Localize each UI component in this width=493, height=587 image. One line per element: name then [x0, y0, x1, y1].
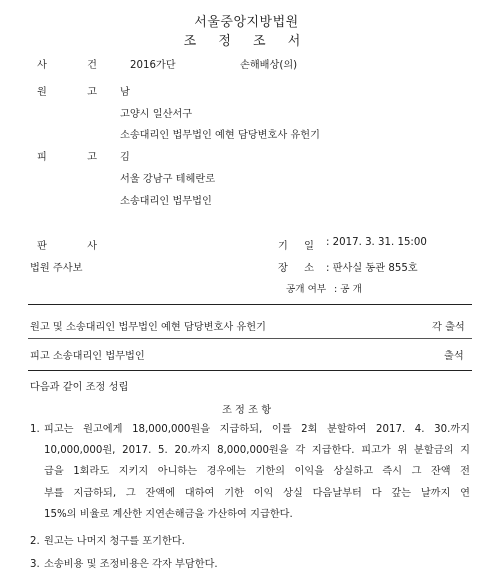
- defendant-label: 피 고: [37, 152, 97, 163]
- plaintiff-label: 원 고: [37, 87, 97, 98]
- clauses-title: 조 정 조 항: [221, 405, 272, 416]
- public-value: : 공 개: [334, 284, 362, 295]
- clause-2: [30, 531, 470, 552]
- divider: [28, 370, 472, 371]
- clause-number: 3.: [30, 559, 40, 570]
- case-number: 2016가단: [130, 60, 176, 71]
- place-value: : 판사실 동관 855호: [326, 263, 418, 274]
- document-title: 조 정 조 서: [183, 34, 310, 49]
- clerk-label: 법원 주사보: [30, 263, 83, 274]
- appearance-party-1: 원고 및 소송대리인 법무법인 예현 담당변호사 유헌기: [30, 322, 266, 333]
- clause-line: 원고는 나머지 청구를 포기한다.: [44, 536, 185, 547]
- appearance-status-2: 출석: [444, 351, 464, 362]
- plaintiff-representative: 소송대리인 법무법인 예현 담당변호사 유헌기: [120, 130, 320, 141]
- clause-1: [30, 419, 470, 525]
- clause-3: [30, 554, 470, 575]
- defendant-name: 김: [120, 152, 130, 163]
- clause-line: 부를 지급하되, 그 잔액에 대하여 기한 이익 상실 다음날부터 다 갚는 날까지 연: [44, 487, 470, 499]
- clause-number: 1.: [30, 424, 40, 435]
- case-name: 손해배상(의): [240, 60, 298, 71]
- public-label: 공개 여부: [286, 284, 327, 295]
- divider: [28, 338, 472, 339]
- intro-text: 다음과 같이 조정 성립: [30, 382, 129, 393]
- clause-line: 15%의 비율로 계산한 지연손해금을 가산하여 지급한다.: [44, 508, 293, 520]
- judge-label: 판 사: [37, 241, 97, 252]
- divider: [28, 304, 472, 305]
- clause-line: 급을 1회라도 지키지 아니하는 경우에는 기한의 이익을 상실하고 즉시 그 잔액 전: [44, 466, 470, 478]
- date-label: 기 일: [278, 241, 314, 252]
- appearance-party-2: 피고 소송대리인 법무법인: [30, 351, 145, 362]
- clause-number: 2.: [30, 536, 40, 547]
- clause-line: 소송비용 및 조정비용은 각자 부담한다.: [44, 559, 218, 570]
- clause-line: 피고는 원고에게 18,000,000원을 지급하되, 이를 2회 분할하여 2017. 4. 30.까지: [44, 424, 470, 435]
- appearance-status-1: 각 출석: [432, 322, 465, 333]
- clause-line: 10,000,000원, 2017. 5. 20.까지 8,000,000원을 각 지급한다. 피고가 위 분할금의 지: [44, 445, 470, 457]
- place-label: 장 소: [278, 263, 314, 274]
- case-label: 사 건: [37, 60, 97, 71]
- court-name: 서울중앙지방법원: [194, 15, 299, 30]
- date-value: : 2017. 3. 31. 15:00: [326, 237, 427, 248]
- defendant-representative: 소송대리인 법무법인: [120, 196, 212, 207]
- plaintiff-name: 남: [120, 87, 130, 98]
- plaintiff-address: 고양시 일산서구: [120, 109, 193, 120]
- defendant-address: 서울 강남구 테헤란로: [120, 174, 216, 185]
